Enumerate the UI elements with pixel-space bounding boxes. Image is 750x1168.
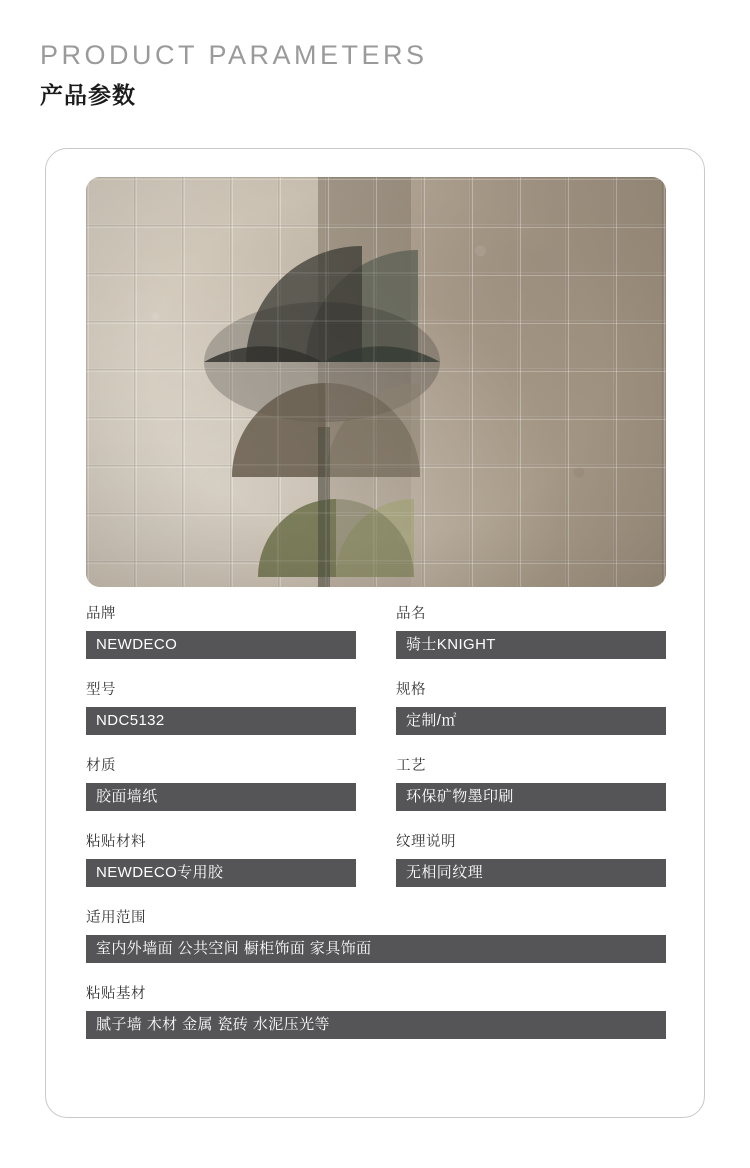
spec-row <box>86 832 666 887</box>
spec-item-product-name <box>396 604 666 659</box>
spec-item-model <box>86 680 356 735</box>
spec-item-brand <box>86 604 356 659</box>
spec-label: 粘贴材料 <box>86 834 146 850</box>
page-header <box>40 38 428 110</box>
spec-item-adhesive <box>86 832 356 887</box>
spec-label: 工艺 <box>396 758 426 774</box>
spec-label: 适用范围 <box>86 910 146 926</box>
page-title-en: PRODUCT PARAMETERS <box>40 40 428 70</box>
product-image-inner <box>86 177 666 587</box>
spec-label: 材质 <box>86 758 116 774</box>
spec-value: 定制/㎡ <box>396 707 666 735</box>
spec-item-substrate <box>86 984 666 1039</box>
spec-label: 纹理说明 <box>396 834 456 850</box>
parameters-card <box>45 148 705 1118</box>
fan-pattern-icon <box>86 177 666 587</box>
spec-item-application-scope <box>86 908 666 963</box>
spec-value: 无相同纹理 <box>396 859 666 887</box>
spec-label: 品名 <box>396 606 426 622</box>
spec-label: 型号 <box>86 682 116 698</box>
spec-list <box>86 604 666 1060</box>
spec-label: 粘贴基材 <box>86 986 146 1002</box>
spec-item-texture-note <box>396 832 666 887</box>
spec-value: 腻子墙 木材 金属 瓷砖 水泥压光等 <box>86 1011 666 1039</box>
spec-item-material <box>86 756 356 811</box>
spec-value: NEWDECO <box>86 631 356 659</box>
spec-value: 环保矿物墨印刷 <box>396 783 666 811</box>
spec-item-specification <box>396 680 666 735</box>
spec-row <box>86 984 666 1039</box>
spec-label: 规格 <box>396 682 426 698</box>
spec-row <box>86 604 666 659</box>
spec-label: 品牌 <box>86 606 116 622</box>
spec-value: NDC5132 <box>86 707 356 735</box>
spec-value: 胶面墙纸 <box>86 783 356 811</box>
spec-item-craft <box>396 756 666 811</box>
spec-row <box>86 908 666 963</box>
product-image <box>86 177 666 587</box>
spec-row <box>86 680 666 735</box>
spec-row <box>86 756 666 811</box>
page-title-cn: 产品参数 <box>40 82 136 108</box>
spec-value: NEWDECO专用胶 <box>86 859 356 887</box>
spec-value: 骑士KNIGHT <box>396 631 666 659</box>
spec-value: 室内外墙面 公共空间 橱柜饰面 家具饰面 <box>86 935 666 963</box>
